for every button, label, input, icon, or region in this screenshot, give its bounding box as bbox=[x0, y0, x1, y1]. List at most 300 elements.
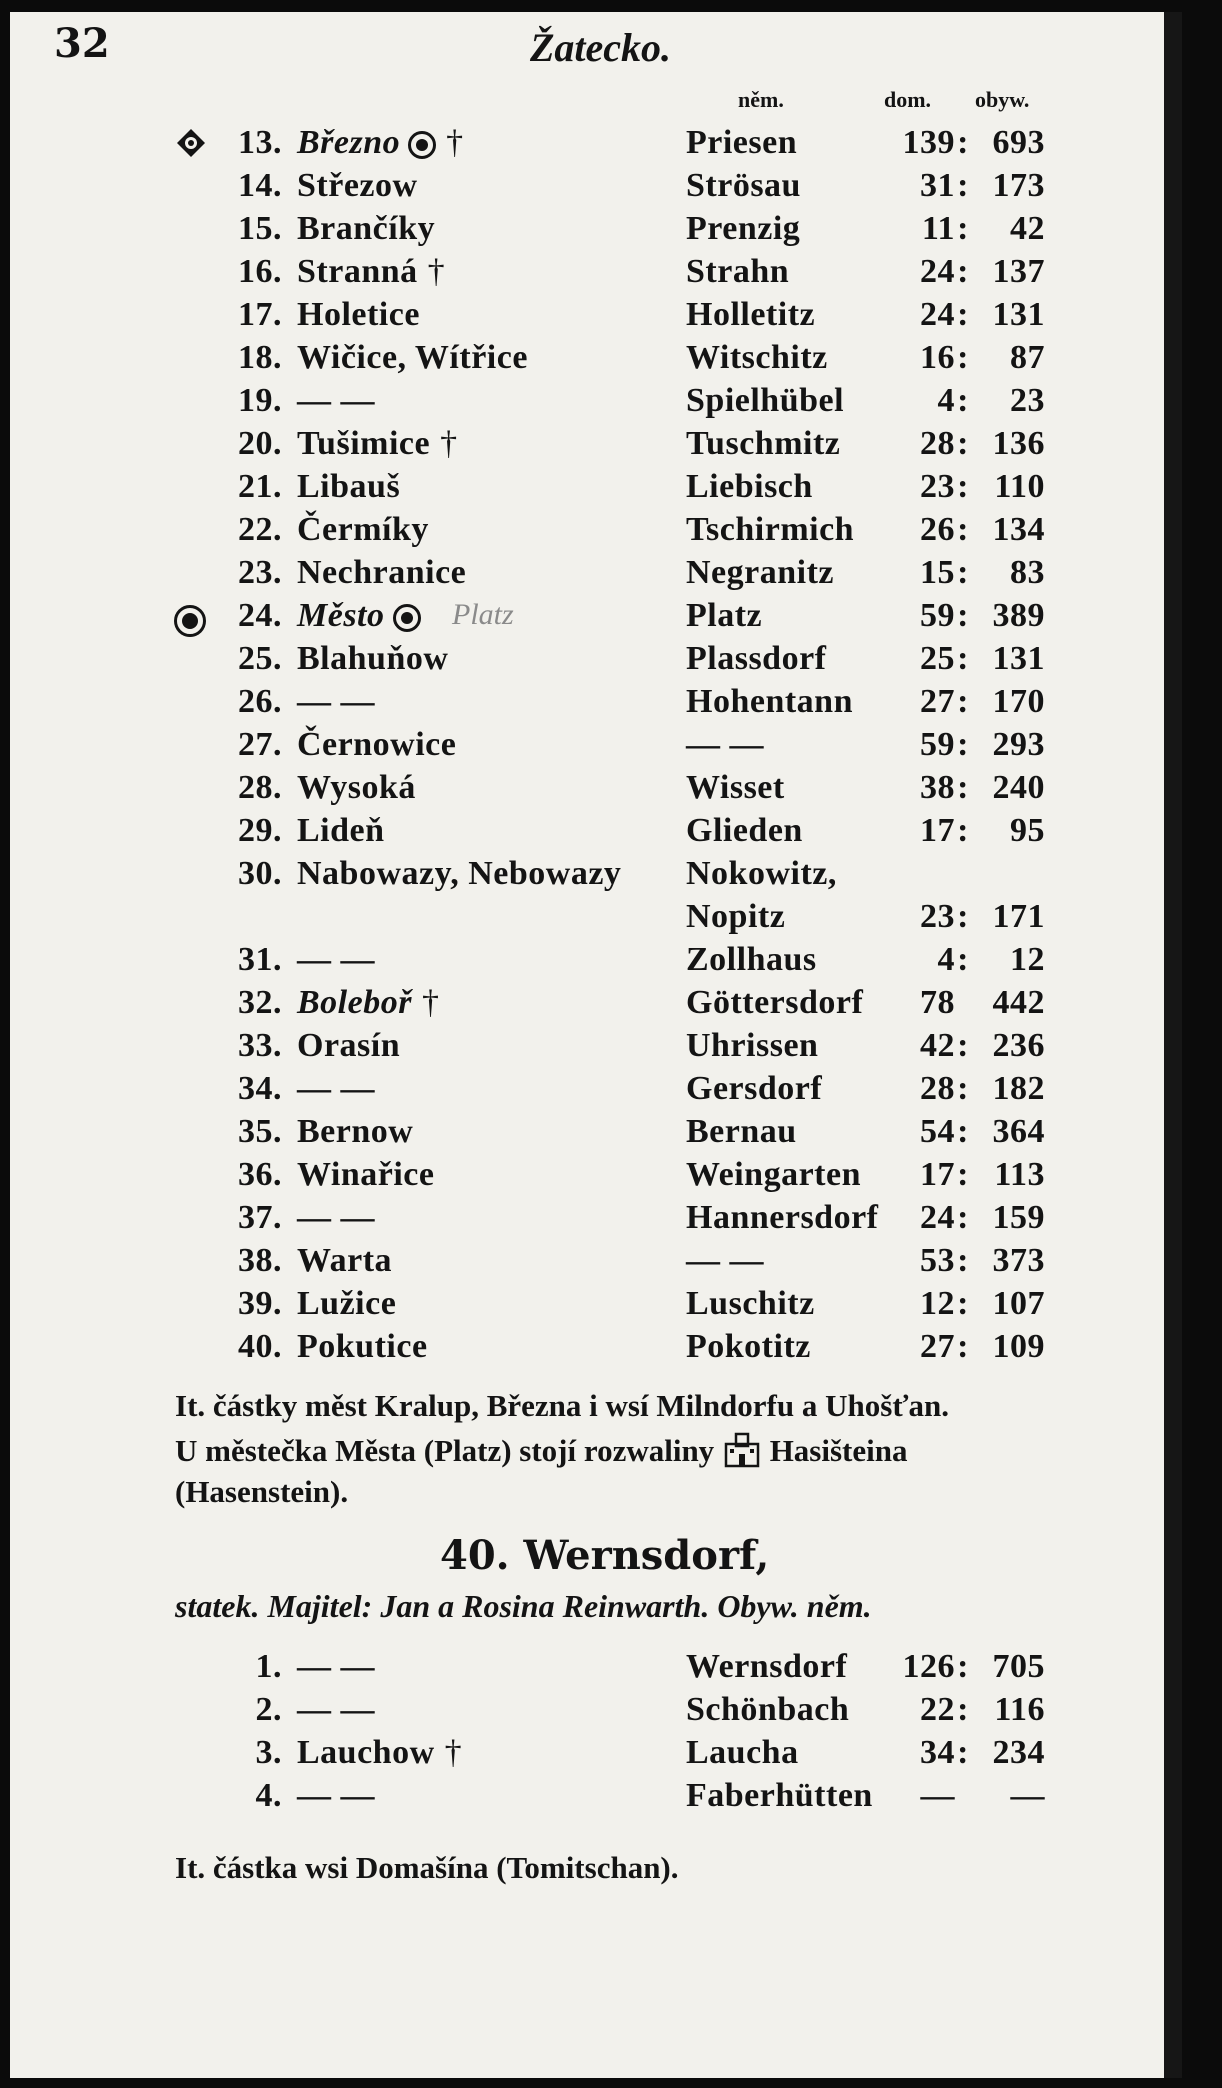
cell-de bbox=[686, 941, 817, 979]
cell-colon bbox=[956, 1070, 970, 1108]
cell-num-text: 27. bbox=[238, 726, 282, 763]
cell-obyw-text: 134 bbox=[992, 511, 1045, 548]
cell-obyw-text: 107 bbox=[992, 1285, 1045, 1322]
table-row bbox=[10, 167, 1182, 211]
town-symbol-icon bbox=[408, 131, 436, 159]
cell-dom-text: 25 bbox=[920, 640, 955, 677]
cell-dom-text: 59 bbox=[920, 726, 955, 763]
cell-colon-text: : bbox=[957, 1199, 969, 1236]
cell-cz-text: — — bbox=[297, 1777, 375, 1814]
cell-cz bbox=[297, 1648, 375, 1686]
cell-dom bbox=[855, 554, 955, 592]
cell-cz bbox=[297, 1691, 375, 1729]
table-row bbox=[10, 1113, 1182, 1157]
cell-colon bbox=[956, 1199, 970, 1237]
cell-de-text: Spielhübel bbox=[686, 382, 845, 419]
cell-obyw-text: 173 bbox=[992, 167, 1045, 204]
cell-dom bbox=[855, 640, 955, 678]
cell-de-text: Faberhütten bbox=[686, 1777, 873, 1814]
cell-de bbox=[686, 382, 844, 420]
cell-de-text: Platz bbox=[686, 597, 763, 634]
cell-dom-text: 53 bbox=[920, 1242, 955, 1279]
cell-cz-text: Čermíky bbox=[297, 511, 429, 548]
cell-dom bbox=[855, 1734, 955, 1772]
cell-obyw-text: 110 bbox=[994, 468, 1045, 505]
cell-obyw-text: 234 bbox=[992, 1734, 1045, 1771]
cell-num bbox=[222, 167, 282, 205]
cell-dom-text: 26 bbox=[920, 511, 955, 548]
cell-de bbox=[686, 1070, 822, 1108]
cell-dom-text: 38 bbox=[920, 769, 955, 806]
cell-colon bbox=[956, 941, 970, 979]
cell-colon-text: : bbox=[957, 1691, 969, 1728]
cell-colon bbox=[956, 382, 970, 420]
cell-colon-text: : bbox=[957, 812, 969, 849]
table-row bbox=[10, 1285, 1182, 1329]
cell-obyw-text: 83 bbox=[1010, 554, 1045, 591]
cell-cz-text: — — bbox=[297, 941, 375, 978]
cell-de bbox=[686, 296, 815, 334]
cell-obyw bbox=[970, 1285, 1045, 1323]
cell-colon-text: : bbox=[957, 124, 969, 161]
cell-de bbox=[686, 167, 801, 205]
cell-dom bbox=[855, 1777, 955, 1815]
cell-obyw-text: 705 bbox=[992, 1648, 1045, 1685]
cell-de-text: Negranitz bbox=[686, 554, 835, 591]
cell-obyw-text: 87 bbox=[1010, 339, 1045, 376]
cell-colon bbox=[956, 1156, 970, 1194]
cell-cz bbox=[297, 1285, 396, 1323]
cell-de-text: Hannersdorf bbox=[686, 1199, 879, 1236]
cell-dom bbox=[855, 1285, 955, 1323]
cell-num-text: 23. bbox=[238, 554, 282, 591]
cell-num-text: 36. bbox=[238, 1156, 282, 1193]
cell-dom-text: 34 bbox=[920, 1734, 955, 1771]
cell-de bbox=[686, 812, 803, 850]
cell-num-text: 38. bbox=[238, 1242, 282, 1279]
cell-cz bbox=[297, 1734, 462, 1772]
cell-dom-text: 4 bbox=[937, 941, 955, 978]
cell-num bbox=[222, 1285, 282, 1323]
cell-obyw bbox=[970, 898, 1045, 936]
cell-obyw bbox=[970, 468, 1045, 506]
cell-colon bbox=[956, 210, 970, 248]
cell-obyw-text: 23 bbox=[1010, 382, 1045, 419]
cell-de bbox=[686, 1027, 818, 1065]
cell-obyw bbox=[970, 296, 1045, 334]
cell-obyw bbox=[970, 167, 1045, 205]
cell-colon-text: : bbox=[957, 296, 969, 333]
cell-cz-text: Město bbox=[297, 597, 385, 634]
column-header-obyw: obyw. bbox=[975, 87, 1030, 112]
cell-de bbox=[686, 1113, 797, 1151]
cell-dom bbox=[855, 898, 955, 936]
cell-de-text: Holletitz bbox=[686, 296, 816, 333]
cell-dom-text: 15 bbox=[920, 554, 955, 591]
cell-colon bbox=[956, 1242, 970, 1280]
cell-obyw bbox=[970, 597, 1045, 635]
cell-colon bbox=[956, 640, 970, 678]
cell-de bbox=[686, 124, 797, 162]
cell-obyw-text: 364 bbox=[992, 1113, 1045, 1150]
cell-de-text: Gersdorf bbox=[686, 1070, 823, 1107]
cell-dom-text: 28 bbox=[920, 425, 955, 462]
cell-obyw bbox=[970, 511, 1045, 549]
cell-colon bbox=[956, 726, 970, 764]
cell-de-text: Nokowitz, bbox=[686, 855, 837, 892]
cell-dom bbox=[855, 597, 955, 635]
cell-num bbox=[222, 984, 282, 1022]
cell-de-text: Liebisch bbox=[686, 468, 813, 505]
cell-colon-text: : bbox=[957, 511, 969, 548]
cell-colon-text: : bbox=[957, 1328, 969, 1365]
cell-de bbox=[686, 1156, 861, 1194]
cell-obyw bbox=[970, 1199, 1045, 1237]
cell-cz-text: Orasín bbox=[297, 1027, 401, 1064]
cell-dom-text: 27 bbox=[920, 683, 955, 720]
table-row bbox=[10, 855, 1182, 899]
cell-de bbox=[686, 984, 863, 1022]
section-title: 40. Wernsdorf, bbox=[440, 1532, 770, 1579]
cell-num-text: 2. bbox=[255, 1691, 282, 1728]
cell-cz-text: — — bbox=[297, 1070, 375, 1107]
cell-de bbox=[686, 769, 785, 807]
cell-dom bbox=[855, 425, 955, 463]
cell-obyw-text: 12 bbox=[1010, 941, 1045, 978]
cell-num-text: 13. bbox=[238, 124, 282, 161]
cell-cz bbox=[297, 339, 528, 377]
cell-cz bbox=[297, 210, 435, 248]
cell-colon-text: : bbox=[957, 726, 969, 763]
town-symbol-icon bbox=[174, 605, 206, 637]
cell-cz-text: — — bbox=[297, 1199, 375, 1236]
cell-obyw-text: 113 bbox=[994, 1156, 1045, 1193]
cell-de-text: Witschitz bbox=[686, 339, 828, 376]
table-row bbox=[10, 597, 1182, 641]
cell-dom-text: 11 bbox=[921, 210, 955, 247]
cell-dom-text: 139 bbox=[902, 124, 955, 161]
table-row bbox=[10, 124, 1182, 168]
cell-dom-text: 23 bbox=[920, 898, 955, 935]
cell-de bbox=[686, 855, 837, 893]
section-subtitle: statek. Majitel: Jan a Rosina Reinwarth. Obyw. něm. bbox=[175, 1588, 872, 1624]
cell-de-text: — — bbox=[686, 1242, 764, 1279]
cell-obyw-text: 236 bbox=[992, 1027, 1045, 1064]
table-row bbox=[10, 1242, 1182, 1286]
cell-de-text: Tschirmich bbox=[686, 511, 855, 548]
cell-dom bbox=[855, 1648, 955, 1686]
table-row bbox=[10, 253, 1182, 297]
cell-num-text: 37. bbox=[238, 1199, 282, 1236]
cell-num-text: 34. bbox=[238, 1070, 282, 1107]
cell-de bbox=[686, 210, 800, 248]
cell-cz-text: — — bbox=[297, 1648, 375, 1685]
cell-dom-text: 59 bbox=[920, 597, 955, 634]
cell-de bbox=[686, 1691, 849, 1729]
cell-cz-text: Holetice bbox=[297, 296, 420, 333]
cell-cz-text: — — bbox=[297, 683, 375, 720]
cell-obyw-text: 137 bbox=[992, 253, 1045, 290]
cell-de-text: Luschitz bbox=[686, 1285, 815, 1322]
table-row bbox=[10, 984, 1182, 1028]
cell-de bbox=[686, 554, 834, 592]
cell-obyw-text: 293 bbox=[992, 726, 1045, 763]
cell-cz bbox=[297, 253, 445, 291]
parish-cross-icon: † bbox=[440, 425, 458, 462]
cell-de-text: Prenzig bbox=[686, 210, 801, 247]
cell-num bbox=[222, 1199, 282, 1237]
cell-colon-text: : bbox=[957, 554, 969, 591]
cell-num bbox=[222, 640, 282, 678]
cell-cz bbox=[297, 1113, 413, 1151]
cell-dom bbox=[855, 769, 955, 807]
cell-de bbox=[686, 726, 764, 764]
cell-colon bbox=[956, 511, 970, 549]
cell-obyw-text: 373 bbox=[992, 1242, 1045, 1279]
cell-obyw-text: 131 bbox=[992, 640, 1045, 677]
cell-num bbox=[222, 1156, 282, 1194]
cell-num bbox=[222, 511, 282, 549]
cell-dom-text: 24 bbox=[920, 296, 955, 333]
table-row bbox=[10, 210, 1182, 254]
cell-dom bbox=[855, 253, 955, 291]
cell-obyw bbox=[970, 683, 1045, 721]
cell-num-text: 28. bbox=[238, 769, 282, 806]
table-row bbox=[10, 898, 1182, 942]
cell-de-text: Pokotitz bbox=[686, 1328, 811, 1365]
table-row bbox=[10, 1027, 1182, 1071]
table-row bbox=[10, 1734, 1182, 1778]
cell-obyw bbox=[970, 1734, 1045, 1772]
cell-de-text: Priesen bbox=[686, 124, 798, 161]
cell-colon-text: : bbox=[957, 167, 969, 204]
table-row bbox=[10, 812, 1182, 856]
cell-de bbox=[686, 1734, 799, 1772]
cell-num bbox=[222, 339, 282, 377]
cell-obyw-text: 109 bbox=[992, 1328, 1045, 1365]
cell-obyw bbox=[970, 124, 1045, 162]
cell-colon bbox=[956, 1285, 970, 1323]
cell-obyw bbox=[970, 1691, 1045, 1729]
cell-num-text: 22. bbox=[238, 511, 282, 548]
column-header-nem: něm. bbox=[738, 87, 784, 112]
cell-cz bbox=[297, 1242, 392, 1280]
page-number: 32 bbox=[54, 20, 110, 67]
cell-cz bbox=[297, 382, 375, 420]
cell-dom bbox=[855, 1113, 955, 1151]
cell-cz bbox=[297, 855, 621, 893]
cell-obyw-text: 182 bbox=[992, 1070, 1045, 1107]
cell-num bbox=[222, 683, 282, 721]
cell-colon-text: : bbox=[957, 425, 969, 462]
cell-num-text: 18. bbox=[238, 339, 282, 376]
cell-cz bbox=[297, 941, 375, 979]
cell-obyw bbox=[970, 1027, 1045, 1065]
cell-colon bbox=[956, 253, 970, 291]
cell-cz bbox=[297, 554, 466, 592]
cell-colon-text: : bbox=[957, 468, 969, 505]
cell-obyw-text: 116 bbox=[994, 1691, 1045, 1728]
cell-de bbox=[686, 425, 840, 463]
cell-num bbox=[222, 253, 282, 291]
cell-num-text: 16. bbox=[238, 253, 282, 290]
cell-num-text: 40. bbox=[238, 1328, 282, 1365]
cell-num-text: 14. bbox=[238, 167, 282, 204]
cell-obyw bbox=[970, 1070, 1045, 1108]
cell-dom bbox=[855, 382, 955, 420]
cell-de bbox=[686, 1328, 811, 1366]
table-row bbox=[10, 339, 1182, 383]
cell-colon bbox=[956, 812, 970, 850]
cell-num bbox=[222, 941, 282, 979]
cell-num-text: 31. bbox=[238, 941, 282, 978]
cell-obyw-text: 136 bbox=[992, 425, 1045, 462]
town-symbol-icon bbox=[393, 604, 421, 632]
cell-obyw bbox=[970, 253, 1045, 291]
cell-colon-text: : bbox=[957, 1027, 969, 1064]
cell-obyw bbox=[970, 1156, 1045, 1194]
cell-dom-text: 54 bbox=[920, 1113, 955, 1150]
cell-num bbox=[222, 554, 282, 592]
cell-obyw bbox=[970, 339, 1045, 377]
cell-num bbox=[222, 1113, 282, 1151]
cell-obyw-text: 442 bbox=[992, 984, 1045, 1021]
cell-num-text: 19. bbox=[238, 382, 282, 419]
cell-obyw bbox=[970, 640, 1045, 678]
cell-dom bbox=[855, 984, 955, 1022]
cell-dom-text: — bbox=[920, 1777, 955, 1814]
cell-colon bbox=[956, 1648, 970, 1686]
cell-dom-text: 42 bbox=[920, 1027, 955, 1064]
cell-dom-text: 24 bbox=[920, 253, 955, 290]
cell-colon-text: : bbox=[957, 597, 969, 634]
cell-cz bbox=[297, 296, 420, 334]
cell-colon bbox=[956, 683, 970, 721]
cell-de bbox=[686, 1199, 879, 1237]
cell-obyw bbox=[970, 769, 1045, 807]
note-ruins-name: Hasišteina bbox=[769, 1433, 908, 1469]
cell-cz-text: Tušimice bbox=[297, 425, 431, 462]
cell-cz bbox=[297, 167, 418, 205]
cell-de-text: Nopitz bbox=[686, 898, 786, 935]
cell-colon-text: : bbox=[957, 941, 969, 978]
cell-dom-text: 78 bbox=[920, 984, 955, 1021]
cell-dom-text: 24 bbox=[920, 1199, 955, 1236]
cell-colon bbox=[956, 425, 970, 463]
cell-num-text: 32. bbox=[238, 984, 282, 1021]
cell-cz-text: Warta bbox=[297, 1242, 393, 1279]
cell-dom bbox=[855, 296, 955, 334]
cell-de-text: Bernau bbox=[686, 1113, 797, 1150]
cell-num bbox=[222, 382, 282, 420]
cell-num bbox=[222, 812, 282, 850]
cell-num bbox=[222, 1691, 282, 1729]
cell-de-text: Tuschmitz bbox=[686, 425, 841, 462]
cell-dom-text: 28 bbox=[920, 1070, 955, 1107]
cell-cz-text: Nechranice bbox=[297, 554, 467, 591]
cell-cz bbox=[297, 597, 421, 635]
cell-colon-text: : bbox=[957, 1285, 969, 1322]
cell-dom bbox=[855, 683, 955, 721]
table-row bbox=[10, 511, 1182, 555]
cell-num-text: 25. bbox=[238, 640, 282, 677]
cell-de-text: Schönbach bbox=[686, 1691, 850, 1728]
cell-dom-text: 17 bbox=[920, 812, 955, 849]
cell-dom bbox=[855, 1070, 955, 1108]
cell-dom bbox=[855, 1691, 955, 1729]
cell-de-text: Wernsdorf bbox=[686, 1648, 848, 1685]
cell-num bbox=[222, 1242, 282, 1280]
cell-colon bbox=[956, 769, 970, 807]
cell-num bbox=[222, 1027, 282, 1065]
cell-cz bbox=[297, 1156, 434, 1194]
cell-dom bbox=[855, 941, 955, 979]
cell-obyw bbox=[970, 210, 1045, 248]
cell-num-text: 33. bbox=[238, 1027, 282, 1064]
cell-cz bbox=[297, 124, 464, 162]
table-row bbox=[10, 554, 1182, 598]
table-row bbox=[10, 1070, 1182, 1114]
cell-obyw bbox=[970, 1648, 1045, 1686]
cell-de bbox=[686, 640, 827, 678]
cell-obyw-text: 389 bbox=[992, 597, 1045, 634]
cell-dom bbox=[855, 1027, 955, 1065]
cell-dom bbox=[855, 511, 955, 549]
cell-de-text: Plassdorf bbox=[686, 640, 827, 677]
note-parts: It. částky měst Kralup, Března i wsí Milndorfu a Uhošťan. bbox=[175, 1388, 949, 1423]
table-row bbox=[10, 296, 1182, 340]
cell-obyw bbox=[970, 984, 1045, 1022]
cell-de-text: Strösau bbox=[686, 167, 801, 204]
cell-dom-text: 22 bbox=[920, 1691, 955, 1728]
cell-colon-text: : bbox=[957, 769, 969, 806]
cell-num-text: 35. bbox=[238, 1113, 282, 1150]
cell-de bbox=[686, 898, 785, 936]
note-domasin: It. částka wsi Domašína (Tomitschan). bbox=[175, 1850, 679, 1885]
cell-colon-text: : bbox=[957, 683, 969, 720]
cell-dom-text: 16 bbox=[920, 339, 955, 376]
cell-obyw-text: 171 bbox=[992, 898, 1045, 935]
cell-cz-text: — — bbox=[297, 382, 375, 419]
cell-obyw bbox=[970, 1328, 1045, 1366]
cell-obyw bbox=[970, 726, 1045, 764]
cell-num-text: 20. bbox=[238, 425, 282, 462]
cell-dom-text: 12 bbox=[920, 1285, 955, 1322]
cell-cz-text: Pokutice bbox=[297, 1328, 428, 1365]
cell-obyw-text: 42 bbox=[1010, 210, 1045, 247]
cell-de-text: Glieden bbox=[686, 812, 803, 849]
table-row bbox=[10, 1648, 1182, 1692]
cell-colon-text: : bbox=[957, 640, 969, 677]
cell-obyw bbox=[970, 1777, 1045, 1815]
cell-colon-text: : bbox=[957, 339, 969, 376]
cell-dom bbox=[855, 1328, 955, 1366]
cell-obyw bbox=[970, 382, 1045, 420]
cell-obyw bbox=[970, 812, 1045, 850]
cell-num-text: 26. bbox=[238, 683, 282, 720]
cell-colon bbox=[956, 339, 970, 377]
table-row bbox=[10, 1156, 1182, 1200]
cell-cz bbox=[297, 1070, 375, 1108]
cell-obyw-text: 131 bbox=[992, 296, 1045, 333]
table-row bbox=[10, 1328, 1182, 1372]
cell-colon bbox=[956, 124, 970, 162]
parish-cross-icon: † bbox=[444, 1734, 463, 1771]
cell-num-text: 17. bbox=[238, 296, 282, 333]
cell-dom-text: 17 bbox=[920, 1156, 955, 1193]
page-edge bbox=[1164, 12, 1182, 2078]
cell-colon-text: : bbox=[957, 1113, 969, 1150]
